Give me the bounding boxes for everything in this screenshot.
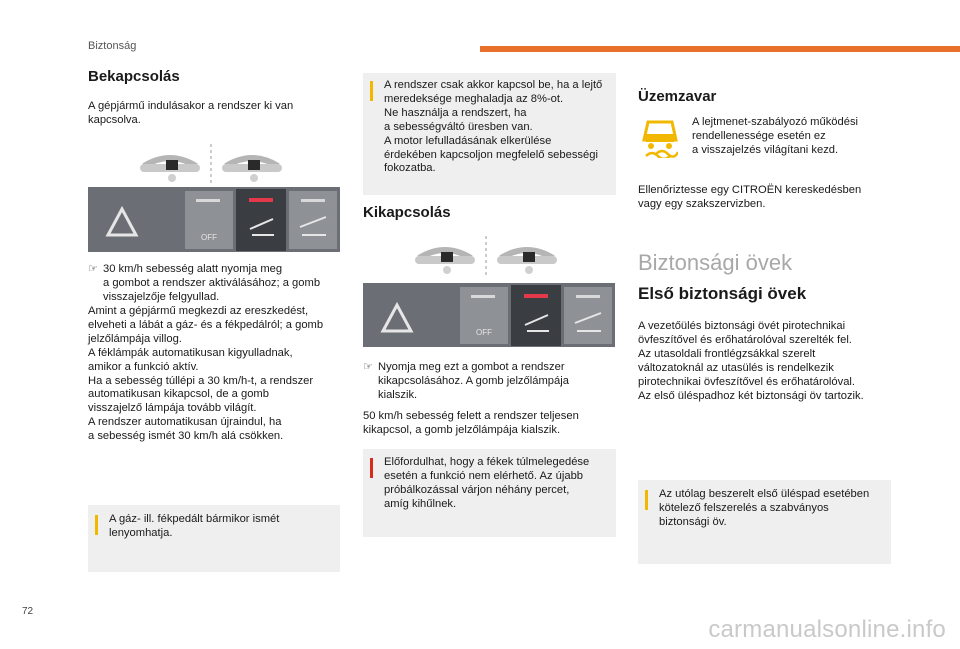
title-bekapcsolas: Bekapcsolás [88,68,180,85]
col3-fault-text: A lejtmenet-szabályozó működési rendellenessége esetén ez a visszajelzés világítani kezd. [692,116,859,156]
button-panel-illustration [363,283,615,347]
col2-warning-box [363,449,616,537]
steering-wheel-illustration [405,236,573,276]
col2-body: 50 km/h sebesség felett a rendszer teljesen kikapcsol, a gomb jelzőlámpája kialszik. [363,410,579,436]
svg-text:OFF: OFF [476,328,492,337]
title-biztonsagi-ovek: Biztonsági övek [638,250,793,275]
col2-bullet: ☞ Nyomja meg ezt a gombot a rendszer kikapcsolásához. A gomb jelzőlámpája kialszik. [363,361,569,401]
pointing-finger-icon: ☞ [363,361,373,373]
section-label: Biztonság [88,40,137,52]
col3-info-text: Az utólag beszerelt első üléspad esetében kötelező felszerelés a szabványos biztonsági öv. [659,488,870,528]
page-number: 72 [22,606,34,617]
col1-body: Amint a gépjármű megkezdi az ereszkedést, elveheti a lábát a gáz- és a fékpedálról; a gomb jelzőlámpája villog. A féklámpák automatikusan kigyulladnak, amikor a funkció aktív. Ha a sebesség túllépi a 30 km/h-t, a rendszer automatikusan kikapcsol, de a gomb visszajelző lámpája tovább világít. A rendszer automatikusan újraindul, ha a sebesség ismét 30 km/h alá csökken. [88,305,324,443]
warning-bar-icon [370,458,373,478]
info-bar-icon [645,490,648,510]
col2-info-text: A rendszer csak akkor kapcsol be, ha a lejtő meredeksége meghaladja az 8%-ot. Ne használja a rendszert, ha a sebességváltó üresben van. A motor lefulladásának elkerülése érdekében kapcsoljon megfelelő sebességi fokozatba. [384,79,603,175]
col1-intro: A gépjármű indulásakor a rendszer ki van kapcsolva. [88,100,294,126]
svg-text:OFF: OFF [201,233,217,242]
steering-wheel-illustration [130,144,298,184]
subtitle-elso-biztonsagi-ovek: Első biztonsági övek [638,284,807,303]
col2-info-box [363,73,616,195]
col2-warning-text: Előfordulhat, hogy a fékek túlmelegedése esetén a funkció nem elérhető. Az újabb próbálkozással várjon néhány percet, amíg kihűlnek. [384,456,590,510]
col3-check-text: Ellenőriztesse egy CITROËN kereskedésben vagy egy szakszervizben. [638,184,862,210]
title-uzemzavar: Üzemzavar [638,88,717,105]
title-kikapcsolas: Kikapcsolás [363,204,451,221]
col3-body: A vezetőülés biztonsági övét pirotechnikai övfeszítővel és erőhatárolóval szerelték fel. Az utasoldali frontlégzsákkal szerelt változatoknál az utasülés is rendelkezik pirotechnikai övfeszítővel és erőhatárolóval. Az első üléspadhoz két biztonsági öv tartozik. [638,320,864,402]
hill-descent-warning-icon [642,116,678,158]
col1-info-text: A gáz- ill. fékpedált bármikor ismét lenyomhatja. [109,513,280,539]
header-accent-bar [480,46,960,52]
info-bar-icon [95,515,98,535]
info-bar-icon [370,81,373,101]
watermark: carmanualsonline.info [708,616,946,643]
col3-info-box [638,480,891,564]
col1-info-box [88,505,340,572]
col1-bullet: ☞ 30 km/h sebesség alatt nyomja meg a gombot a rendszer aktiválásához; a gomb visszajelzője felgyullad. [88,263,321,303]
pointing-finger-icon: ☞ [88,263,98,275]
button-panel-illustration [88,187,340,252]
